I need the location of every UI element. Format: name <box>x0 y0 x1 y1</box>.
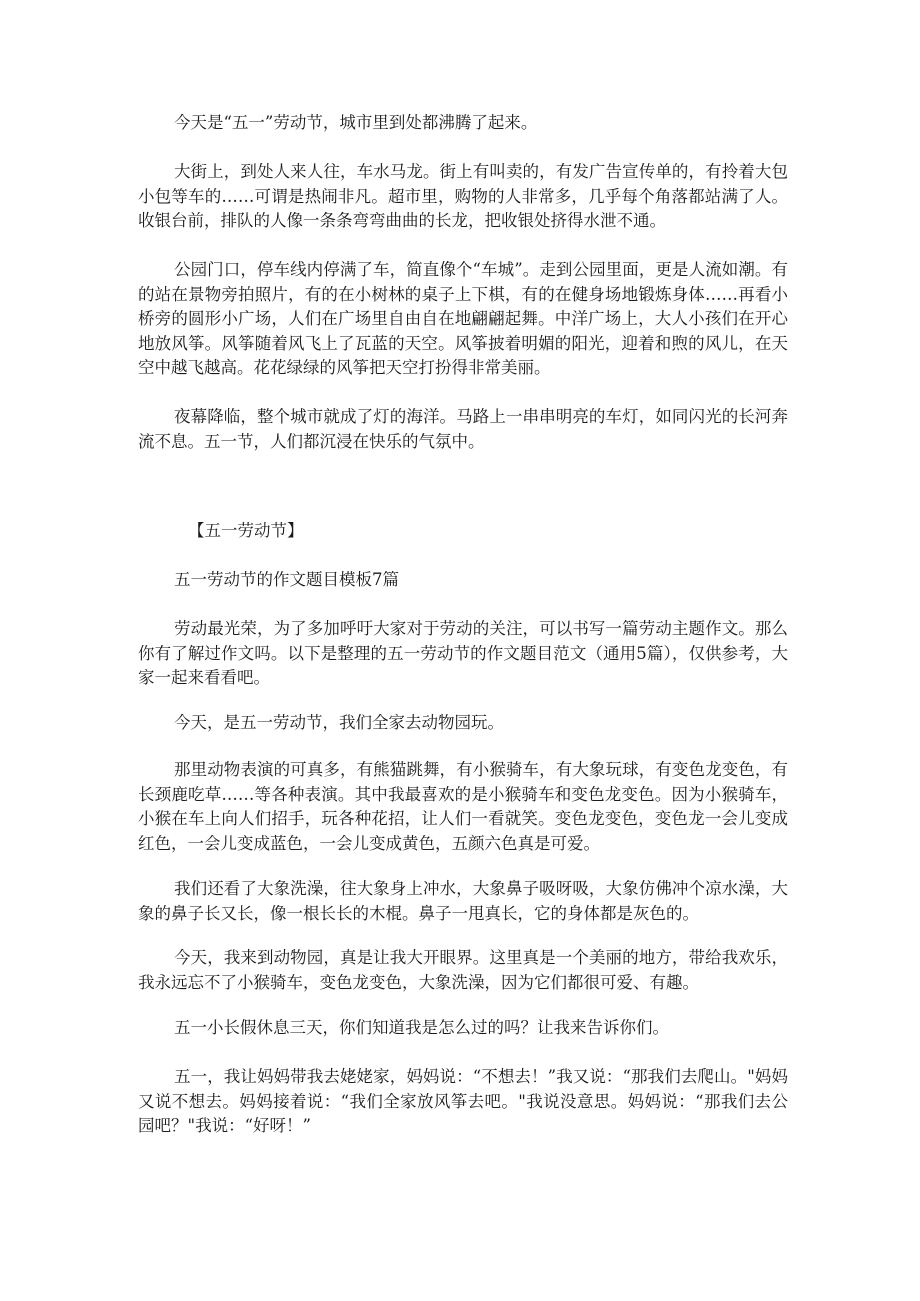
section-heading: 【五一劳动节】 <box>188 521 304 540</box>
article-title: 五一劳动节的作文题目模板7篇 <box>174 570 399 589</box>
paragraph-zoo-shows: 那里动物表演的可真多，有熊猫跳舞，有小猴骑车，有大象玩球，有变色龙变色，有长颈鹿吃草……等各种表演。其中我最喜欢的是小猴骑车和变色龙变色。因为小猴骑车，小猴在车上向人们招手，玩各种花招，让人们一看就笑。变色龙变色，变色龙一会儿变成红色，一会儿变成蓝色，一会儿变成黄色，五颜六色真是可爱。 <box>138 760 788 853</box>
paragraph-zoo-intro: 今天，是五一劳动节，我们全家去动物园玩。 <box>174 713 504 732</box>
paragraph-intro-essay: 劳动最光荣，为了多加呼吁大家对于劳动的关注，可以书写一篇劳动主题作文。那么你有了解过作文吗。以下是整理的五一劳动节的作文题目范文（通用5篇），仅供参考，大家一起来看看吧。 <box>138 619 788 687</box>
paragraph-night: 夜幕降临，整个城市就成了灯的海洋。马路上一串串明亮的车灯，如同闪光的长河奔流不息。五一节，人们都沉浸在快乐的气氛中。 <box>138 407 788 451</box>
paragraph-elephant: 我们还看了大象洗澡，往大象身上冲水，大象鼻子吸呀吸，大象仿佛冲个凉水澡，大象的鼻子长又长，像一根长长的木棍。鼻子一甩真长，它的身体都是灰色的。 <box>138 879 788 923</box>
paragraph-mom-dialog: 五一，我让妈妈带我去姥姥家，妈妈说：“不想去！”我又说：“那我们去爬山。"妈妈又说不想去。妈妈接着说：“我们全家放风筝去吧。"我说没意思。妈妈说：“那我们去公园吧？"我说：“好呀！” <box>138 1067 788 1135</box>
paragraph-street: 大街上，到处人来人往，车水马龙。街上有叫卖的，有发广告宣传单的，有拎着大包小包等车的……可谓是热闹非凡。超市里，购物的人非常多，几乎每个角落都站满了人。收银台前，排队的人像一条条弯弯曲曲的长龙，把收银处挤得水泄不通。 <box>138 162 788 230</box>
paragraph-holiday: 五一小长假休息三天，你们知道我是怎么过的吗？让我来告诉你们。 <box>174 1018 669 1037</box>
paragraph-intro: 今天是“五一”劳动节，城市里到处都沸腾了起来。 <box>174 113 538 132</box>
paragraph-zoo-summary: 今天，我来到动物园，真是让我大开眼界。这里真是一个美丽的地方，带给我欢乐，我永远忘不了小猴骑车，变色龙变色，大象洗澡，因为它们都很可爱、有趣。 <box>138 948 788 992</box>
paragraph-park: 公园门口，停车线内停满了车，简直像个“车城”。走到公园里面，更是人流如潮。有的站在景物旁拍照片，有的在小树林的桌子上下棋，有的在健身场地锻炼身体……再看小桥旁的圆形小广场，人们在广场里自由自在地翩翩起舞。中洋广场上，大人小孩们在开心地放风筝。风筝随着风飞上了瓦蓝的天空。风筝披着明媚的阳光，迎着和煦的风儿，在天空中越飞越高。花花绿绿的风筝把天空打扮得非常美丽。 <box>138 260 788 377</box>
